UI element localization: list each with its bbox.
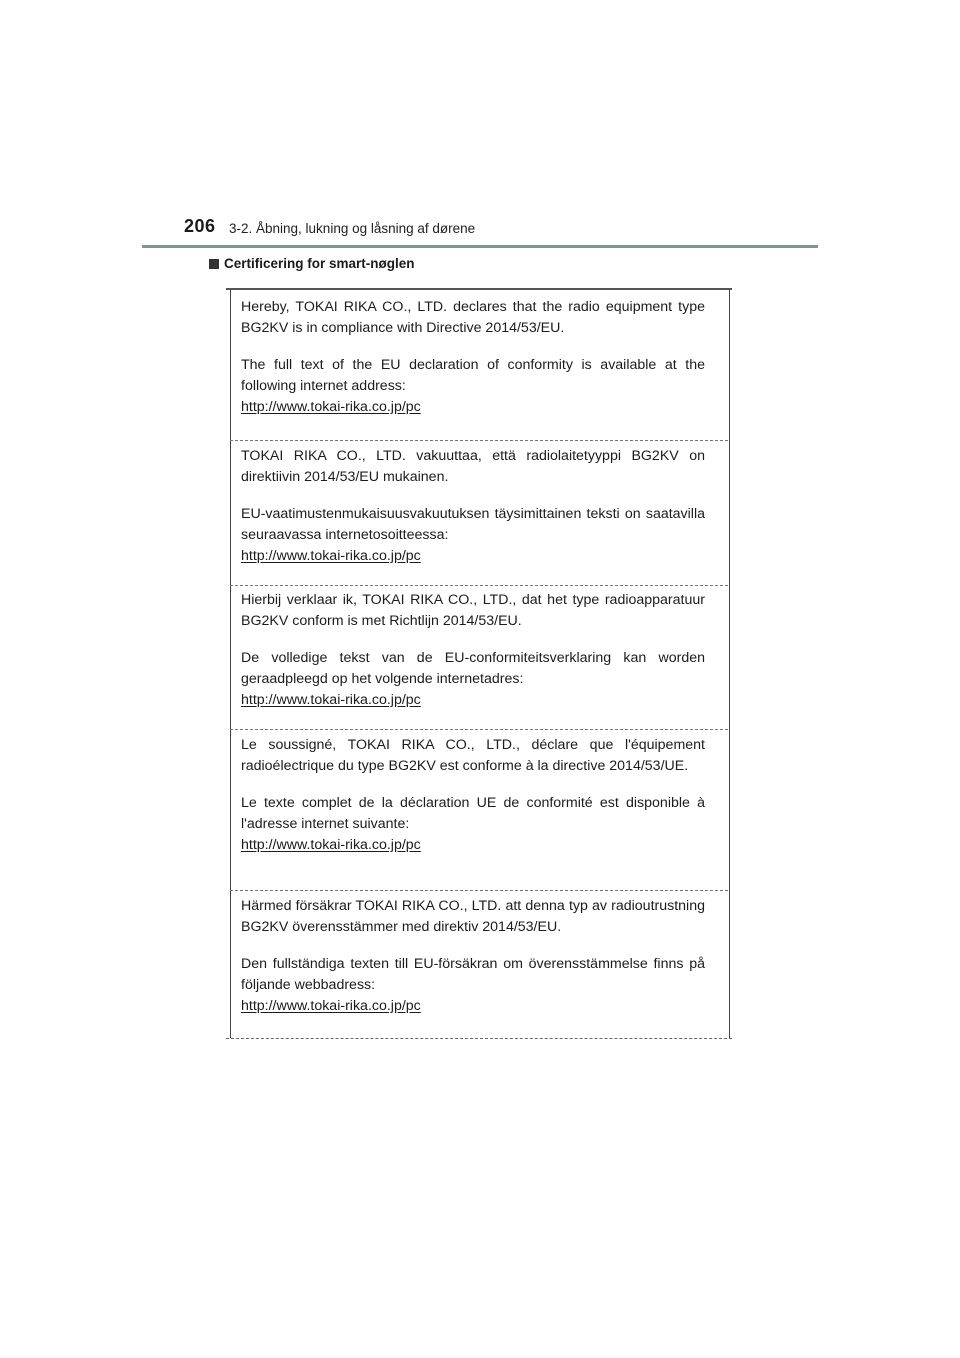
certificate-block-nl xyxy=(241,590,705,711)
certificate-block-en xyxy=(241,297,705,418)
box-bottom-line xyxy=(226,1038,732,1039)
certificate-block-fr xyxy=(241,735,705,856)
declaration-url-link[interactable]: http://www.tokai-rika.co.jp/pc xyxy=(241,692,421,708)
declaration-text: Le soussigné, TOKAI RIKA CO., LTD., déclare que l'équipement radioélectrique du type BG2KV est conforme à la directive 2014/53/UE. xyxy=(241,737,705,774)
availability-text: EU-vaatimustenmukaisuusvakuutuksen täysimittainen teksti on saatavilla seuraavassa internetosoitteessa: xyxy=(241,506,705,543)
page-number: 206 xyxy=(184,216,216,236)
section-heading-text: Certificering for smart-nøglen xyxy=(224,256,415,271)
declaration-url-link[interactable]: http://www.tokai-rika.co.jp/pc xyxy=(241,837,421,853)
declaration-url-link[interactable]: http://www.tokai-rika.co.jp/pc xyxy=(241,998,421,1014)
declaration-text: Hereby, TOKAI RIKA CO., LTD. declares that the radio equipment type BG2KV is in compliance with Directive 2014/53/EU. xyxy=(241,299,705,336)
certificate-block-sv xyxy=(241,896,705,1017)
declaration-text: Härmed försäkrar TOKAI RIKA CO., LTD. att denna typ av radioutrustning BG2KV överensstämmer med direktiv 2014/53/EU. xyxy=(241,898,705,935)
declaration-url-link[interactable]: http://www.tokai-rika.co.jp/pc xyxy=(241,548,421,564)
declaration-text: TOKAI RIKA CO., LTD. vakuuttaa, että radiolaitetyyppi BG2KV on direktiivin 2014/53/EU mukainen. xyxy=(241,448,705,485)
section-heading xyxy=(209,256,415,271)
chapter-title: 3-2. Åbning, lukning og låsning af dørene xyxy=(229,221,476,236)
availability-text: De volledige tekst van de EU-conformiteitsverklaring kan worden geraadpleegd op het volgende internetadres: xyxy=(241,650,705,687)
declaration-url-link[interactable]: http://www.tokai-rika.co.jp/pc xyxy=(241,399,421,415)
section-separator xyxy=(230,585,728,586)
availability-text: The full text of the EU declaration of conformity is available at the following internet address: xyxy=(241,357,705,394)
square-bullet-icon xyxy=(209,259,219,269)
availability-text: Le texte complet de la déclaration UE de conformité est disponible à l'adresse internet suivante: xyxy=(241,795,705,832)
availability-text: Den fullständiga texten till EU-försäkran om överensstämmelse finns på följande webbadress: xyxy=(241,956,705,993)
declaration-text: Hierbij verklaar ik, TOKAI RIKA CO., LTD., dat het type radioapparatuur BG2KV conform is met Richtlijn 2014/53/EU. xyxy=(241,592,705,629)
section-separator xyxy=(230,890,728,891)
header-rule xyxy=(142,245,818,248)
section-separator xyxy=(230,440,728,441)
section-separator xyxy=(230,729,728,730)
certificate-block-fi xyxy=(241,446,705,567)
